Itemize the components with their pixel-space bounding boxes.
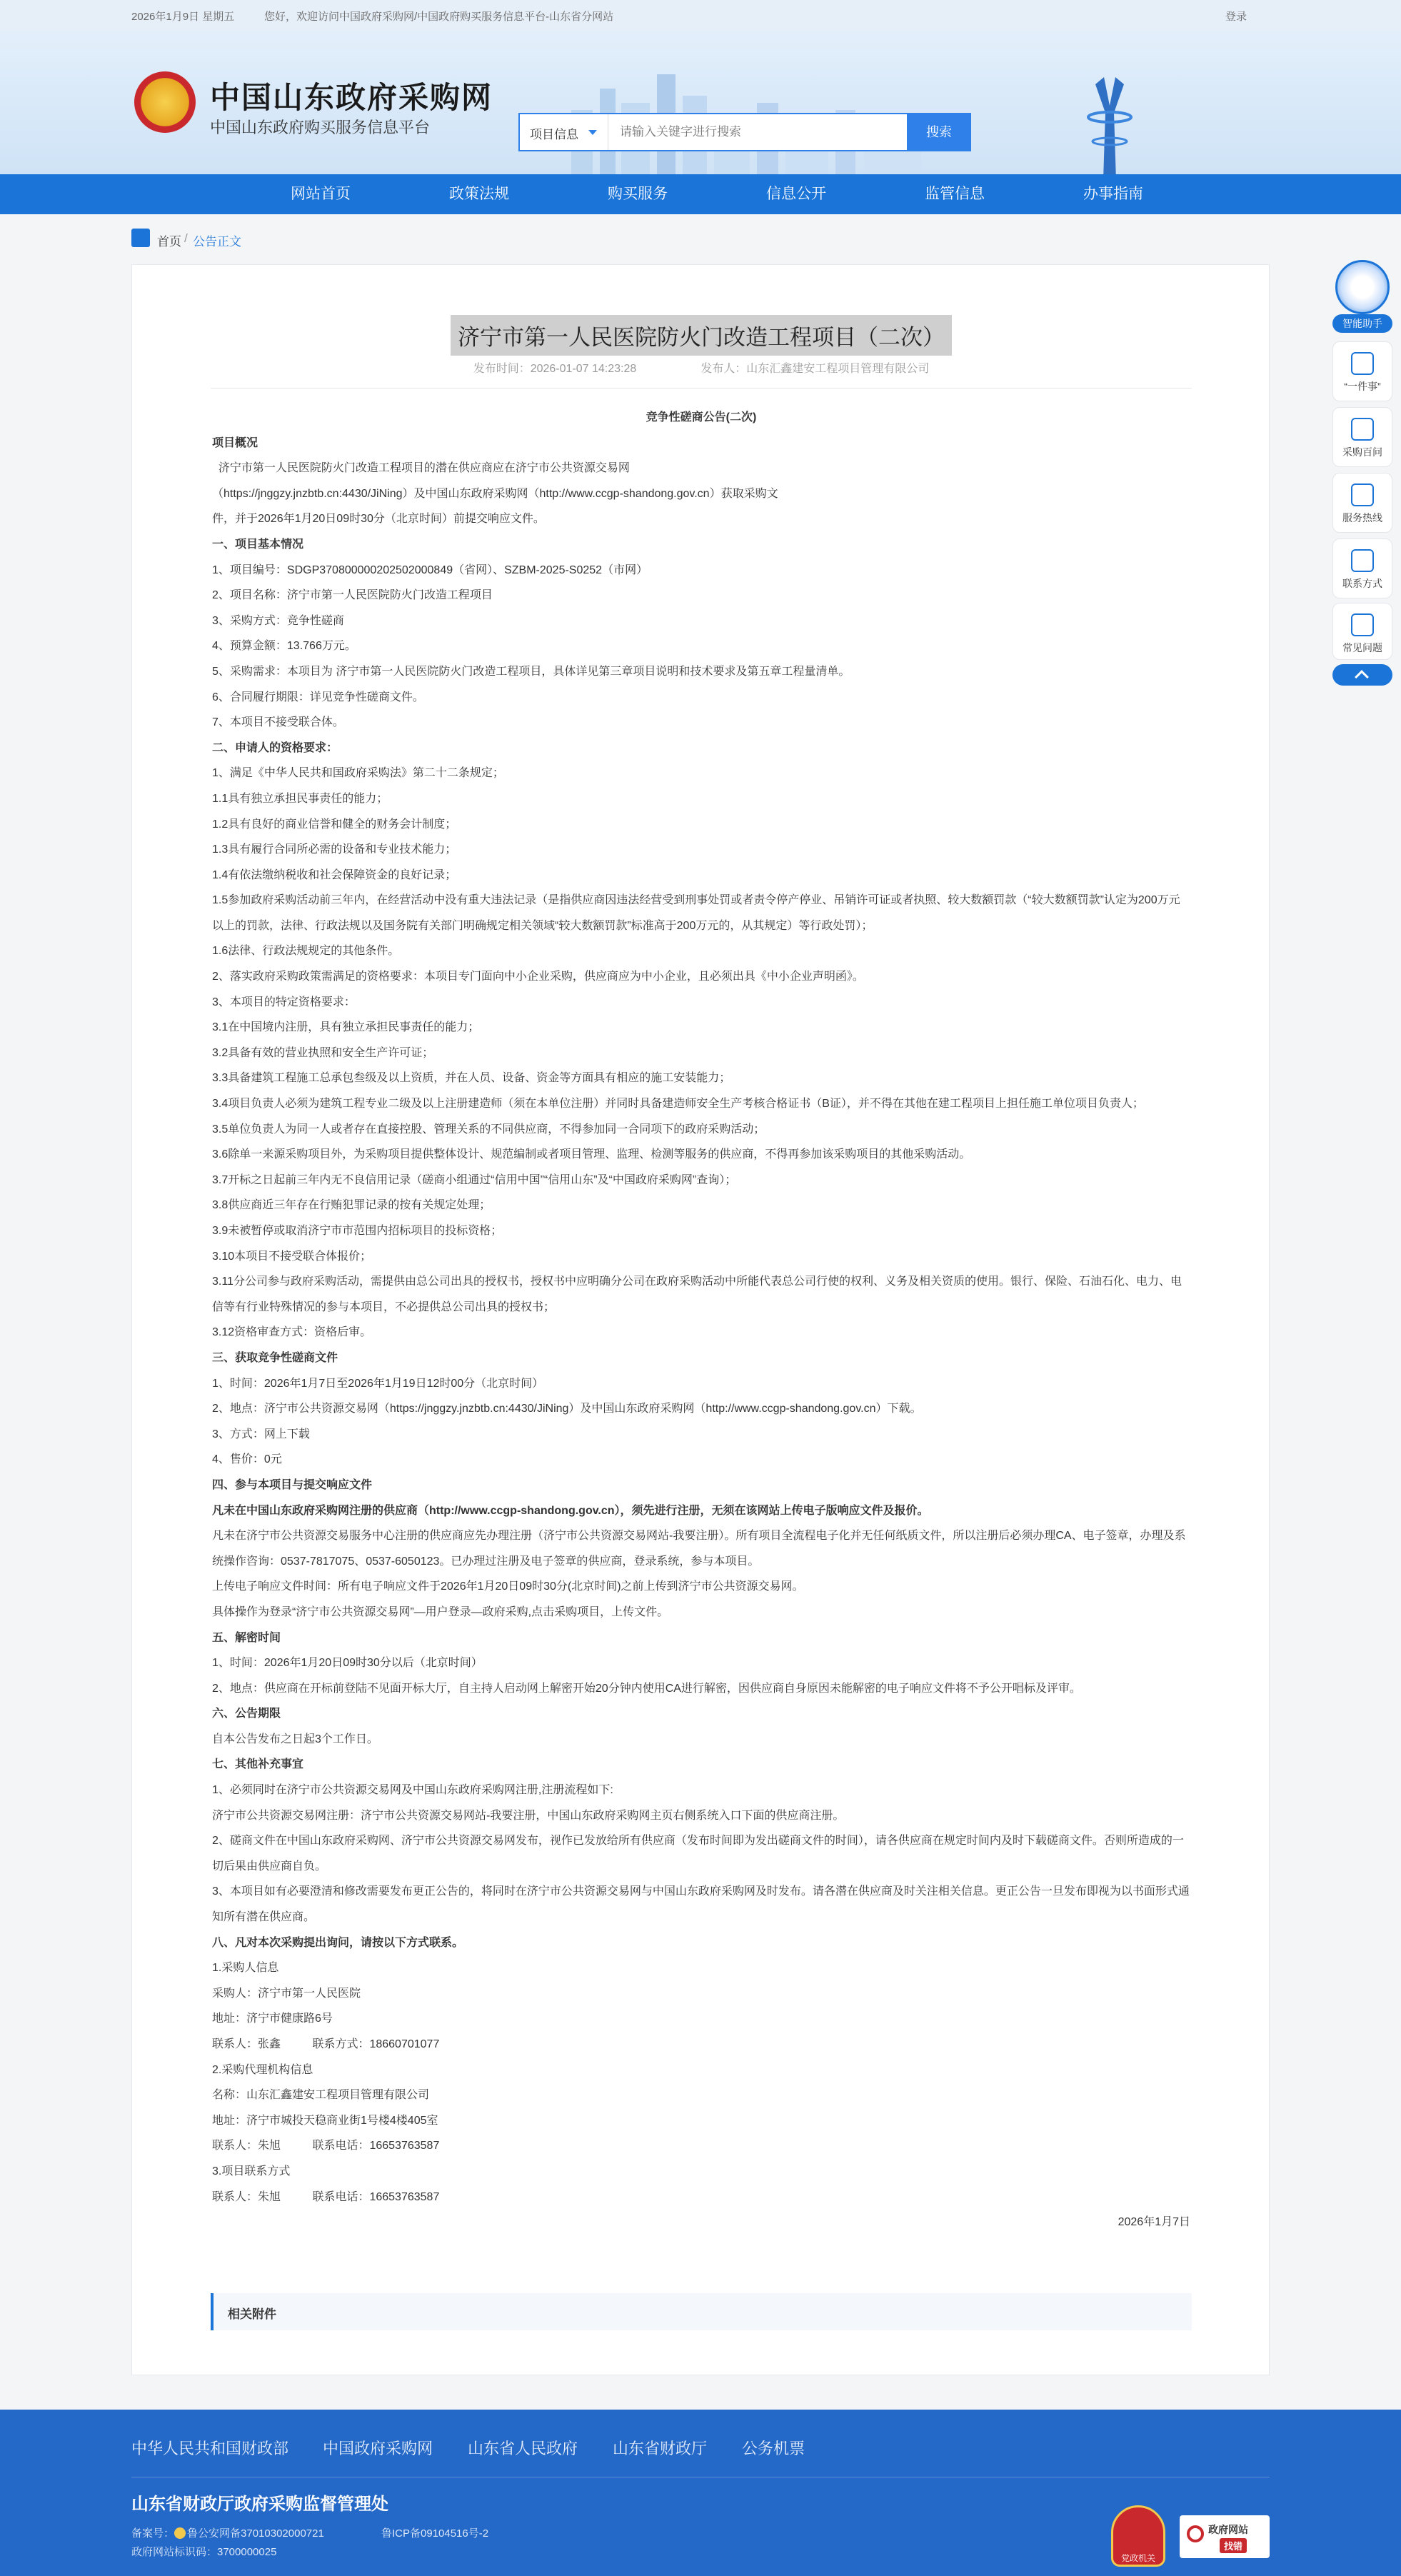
article-paragraph: 联系人：张鑫 联系方式：18660701077: [212, 2038, 440, 2050]
footer-link-mof[interactable]: 中华人民共和国财政部: [131, 2440, 289, 2457]
article-paragraph: 竞争性磋商公告(二次): [646, 411, 757, 424]
publisher: 山东汇鑫建安工程项目管理有限公司: [746, 363, 930, 375]
article-paragraph: 2026年1月7日: [1118, 2216, 1190, 2229]
article-paragraph: 1.6法律、行政法规规定的其他条件。: [212, 945, 400, 958]
article-paragraph: 3.项目联系方式: [212, 2165, 291, 2177]
article-paragraph: 3.10本项目不接受联合体报价；: [212, 1250, 372, 1263]
side-contact-label: 联系方式: [1342, 578, 1382, 589]
icp-record[interactable]: 鲁ICP备09104516号-2: [381, 2527, 489, 2540]
ai-assistant-button[interactable]: [1332, 260, 1392, 334]
chevron-down-icon: [588, 130, 597, 135]
chevron-up-icon: [1355, 670, 1369, 684]
article-paragraph: 3、本项目的特定资格要求：: [212, 996, 356, 1008]
article-paragraph: 二、申请人的资格要求：: [212, 741, 338, 754]
article-paragraph: 2.采购代理机构信息: [212, 2063, 313, 2076]
record-label: 备案号：: [131, 2527, 175, 2540]
article-paragraph: 1、项目编号：SDGP370800000202502000849（省网）、SZBM-2025-S0252（市网）: [212, 563, 648, 576]
article-paragraph: 1、必须同时在济宁市公共资源交易网及中国山东政府采购网注册,注册流程如下:: [212, 1784, 613, 1797]
article-paragraph: 件，并于2026年1月20日09时30分（北京时间）前提交响应文件。: [212, 513, 545, 526]
breadcrumb-separator: /: [184, 231, 188, 245]
article-paragraph: 1.2具有良好的商业信誉和健全的财务会计制度；: [212, 818, 457, 831]
ai-assistant-label: 智能助手: [1332, 314, 1392, 333]
current-date: 2026年1月9日 星期五: [131, 11, 235, 23]
article-paragraph: 项目概况: [212, 436, 258, 449]
article-paragraph: 1.3具有履行合同所必需的设备和专业技术能力；: [212, 843, 457, 856]
article-paragraph: 采购人：济宁市第一人民医院: [212, 1987, 361, 2000]
welcome-text: 您好，欢迎访问中国政府采购网/中国政府购买服务信息平台-山东省分网站: [264, 11, 614, 23]
back-to-top-button[interactable]: [1332, 664, 1392, 686]
article-paragraph: 1、满足《中华人民共和国政府采购法》第二十二条规定；: [212, 767, 504, 780]
article-paragraph: 2、地点：供应商在开标前登陆不见面开标大厅，自主持人启动网上解密开始20分钟内使用CA进行解密，因供应商自身原因未能解密的电子响应文件将不予公开唱标及评审。: [212, 1682, 1081, 1695]
article-paragraph: 三、获取竞争性磋商文件: [212, 1351, 338, 1364]
article-paragraph: 4、预算金额：13.766万元。: [212, 640, 356, 653]
article-paragraph: 1、时间：2026年1月20日09时30分以后（北京时间）: [212, 1657, 483, 1670]
attachments-label: 相关附件: [228, 2307, 276, 2321]
side-hotline[interactable]: [1332, 473, 1392, 533]
contact-card-icon: [1351, 549, 1374, 572]
site-subtitle: 中国山东政府购买服务信息平台: [210, 119, 431, 136]
nav-purchase-service[interactable]: 购买服务: [608, 186, 668, 202]
article-paragraph: 地址：济宁市健康路6号: [212, 2013, 333, 2025]
article-paragraph: 3、采购方式：竞争性磋商: [212, 614, 344, 627]
article-paragraph: 7、本项目不接受联合体。: [212, 716, 344, 729]
breadcrumb-current: 公告正文: [193, 235, 241, 249]
report-error-line1: 政府网站: [1208, 2524, 1248, 2535]
article-meta: [132, 359, 1270, 376]
side-common-questions-label: 常见问题: [1342, 642, 1382, 653]
landmark-tower-decoration: [1081, 70, 1138, 174]
main-nav: [0, 174, 1401, 214]
article-paragraph: 3.7开标之日起前三年内无不良信用记录（磋商小组通过“信用中国”“信用山东”及“中国政府采购网”查询）；: [212, 1173, 737, 1186]
article-paragraph: 一、项目基本情况: [212, 538, 304, 551]
site-header: [0, 30, 1401, 174]
side-faq-100[interactable]: [1332, 407, 1392, 467]
document-icon: [1351, 418, 1374, 441]
side-common-questions[interactable]: [1332, 603, 1392, 660]
police-record: [131, 2525, 324, 2540]
breadcrumb-home[interactable]: 首页: [157, 235, 181, 249]
article-paragraph: 2、磋商文件在中国山东政府采购网、济宁市公共资源交易网发布，视作已发放给所有供应商（发布时间即为发出磋商文件的时间），请各供应商在规定时间内及时下载磋商文件。否则所造成的一切后果由供应商自负。: [212, 1835, 1184, 1873]
article-paragraph: 八、凡对本次采购提出询问，请按以下方式联系。: [212, 1936, 464, 1949]
article-paragraph: 1.采购人信息: [212, 1962, 279, 1975]
article-paragraph: 1、时间：2026年1月7日至2026年1月19日12时00分（北京时间）: [212, 1377, 544, 1390]
article-paragraph: 五、解密时间: [212, 1631, 281, 1644]
article-paragraph: 6、合同履行期限：详见竞争性磋商文件。: [212, 691, 424, 703]
publish-time: 2026-01-07 14:23:28: [530, 363, 637, 375]
nav-supervision[interactable]: 监管信息: [925, 186, 985, 202]
article-paragraph: 自本公告发布之日起3个工作日。: [212, 1733, 378, 1745]
search-button[interactable]: 搜索: [907, 113, 971, 151]
report-error-line2: 找错: [1220, 2538, 1247, 2553]
article-paragraph: 六、公告期限: [212, 1708, 281, 1720]
article-paragraph: 3、方式：网上下载: [212, 1428, 310, 1440]
police-badge-icon: [174, 2527, 186, 2539]
phone-icon: [1351, 483, 1374, 506]
article-paragraph: 5、采购需求：本项目为 济宁市第一人民医院防火门改造工程项目，具体详见第三章项目说明和技术要求及第五章工程量清单。: [212, 665, 850, 678]
side-contact[interactable]: [1332, 538, 1392, 598]
article-paragraph: 联系人：朱旭 联系电话：16653763587: [212, 2140, 440, 2152]
nav-home[interactable]: 网站首页: [291, 186, 351, 202]
site-title: 中国山东政府采购网: [210, 81, 493, 114]
search-category-select[interactable]: [520, 114, 608, 150]
article-paragraph: 凡未在中国山东政府采购网注册的供应商（http://www.ccgp-shandong.gov.cn），须先进行注册，无须在该网站上传电子版响应文件及报价。: [212, 1504, 929, 1517]
side-faq-100-label: 采购百问: [1342, 446, 1382, 458]
article-body: [212, 405, 1190, 2235]
article-paragraph: 济宁市第一人民医院防火门改造工程项目的潜在供应商应在济宁市公共资源交易网: [212, 462, 630, 475]
side-one-thing-label: “一件事”: [1344, 381, 1381, 392]
search-category-label: 项目信息: [530, 128, 578, 141]
article-title-wrap: [132, 315, 1270, 356]
side-hotline-label: 服务热线: [1342, 512, 1382, 523]
footer-link-air-ticket[interactable]: 公务机票: [742, 2440, 805, 2457]
article-paragraph: 2、项目名称：济宁市第一人民医院防火门改造工程项目: [212, 589, 493, 602]
article-paragraph: 3.2具备有效的营业执照和安全生产许可证；: [212, 1046, 434, 1059]
article-paragraph: 联系人：朱旭 联系电话：16653763587: [212, 2190, 440, 2203]
article-paragraph: 1.1具有独立承担民事责任的能力；: [212, 792, 388, 805]
article-paragraph: 名称：山东汇鑫建安工程项目管理有限公司: [212, 2089, 430, 2102]
article-paragraph: 3.9未被暂停或取消济宁市市范围内招标项目的投标资格；: [212, 1225, 503, 1237]
question-icon: [1351, 613, 1374, 636]
article-paragraph: 地址：济宁市城投天稳商业街1号楼4楼405室: [212, 2114, 438, 2127]
article-paragraph: 3.12资格审查方式：资格后审。: [212, 1326, 372, 1339]
article-paragraph: 济宁市公共资源交易网注册：济宁市公共资源交易网站-我要注册，中国山东政府采购网主页右侧系统入口下面的供应商注册。: [212, 1809, 845, 1822]
home-icon[interactable]: [131, 229, 150, 247]
nav-policy[interactable]: 政策法规: [449, 186, 509, 202]
article-paragraph: 3.1在中国境内注册，具有独立承担民事责任的能力；: [212, 1021, 480, 1034]
article-paragraph: 3.8供应商近三年存在行贿犯罪记录的按有关规定处理；: [212, 1199, 491, 1212]
article-paragraph: 4、售价：0元: [212, 1453, 282, 1466]
article-paragraph: 具体操作为登录“济宁市公共资源交易网”—用户登录—政府采购,点击采购项目，上传文件。: [212, 1605, 669, 1618]
report-error-badge[interactable]: [1180, 2515, 1270, 2558]
title-divider: [211, 388, 1192, 389]
footer-link-sd-finance[interactable]: 山东省财政厅: [613, 2440, 708, 2457]
publish-time-label: 发布时间：: [473, 363, 531, 375]
article-paragraph: 2、落实政府采购政策需满足的资格要求：本项目专门面向中小企业采购，供应商应为中小企业，且必须出具《中小企业声明函》。: [212, 971, 864, 983]
attachments-section: [211, 2293, 1192, 2330]
article-paragraph: 3、本项目如有必要澄清和修改需要发布更正公告的，将同时在济宁市公共资源交易网与中国山东政府采购网及时发布。请各潜在供应商及时关注相关信息。更正公告一旦发布即视为以书面形式通知所有潜在供应商。: [212, 1885, 1190, 1924]
article-paragraph: 1.4有依法缴纳税收和社会保障资金的良好记录；: [212, 868, 457, 881]
article-paragraph: 凡未在济宁市公共资源交易服务中心注册的供应商应先办理注册（济宁市公共资源交易网站-我要注册）。所有项目全流程电子化并无任何纸质文件，所以注册后必须办理CA、电子签章，办理及系统操作咨询：0537-7817075、0537-6050123。已办理过注册及电子签章的供应商，登录系统，参与本项目。: [212, 1530, 1186, 1568]
article-paragraph: 3.4项目负责人必须为建筑工程专业二级及以上注册建造师（须在本单位注册）并同时具备建造师安全生产考核合格证书（B证），并不得在其他在建工程项目上担任施工单位项目负责人；: [212, 1098, 1144, 1111]
article-paragraph: 3.6除单一来源采购项目外，为采购项目提供整体设计、规范编制或者项目管理、监理、检测等服务的供应商，不得再参加该采购项目的其他采购活动。: [212, 1148, 971, 1161]
article-paragraph: （https://jnggzy.jnzbtb.cn:4430/JiNing）及中国山东政府采购网（http://www.ccgp-shandong.gov.cn）获取采购文: [212, 487, 778, 500]
site-footer: [0, 2410, 1401, 2576]
party-gov-badge[interactable]: [1111, 2505, 1165, 2567]
footer-link-ccgp[interactable]: 中国政府采购网: [323, 2440, 433, 2457]
article-paragraph: 七、其他补充事宜: [212, 1758, 304, 1771]
magnifier-icon: [1187, 2525, 1204, 2542]
site-identifier: 政府网站标识码：3700000025: [131, 2546, 277, 2558]
search-input[interactable]: [620, 120, 848, 144]
top-bar: [0, 0, 1401, 30]
police-record-number[interactable]: 鲁公安网备37010302000721: [187, 2527, 324, 2540]
article-title: 济宁市第一人民医院防火门改造工程项目（二次）: [451, 315, 952, 356]
article-paragraph: 3.3具备建筑工程施工总承包叁级及以上资质，并在人员、设备、资金等方面具有相应的施工安装能力；: [212, 1072, 731, 1085]
article-paragraph: 上传电子响应文件时间：所有电子响应文件于2026年1月20日09时30分(北京时间)之前上传到济宁市公共资源交易网。: [212, 1580, 804, 1593]
footer-org: 山东省财政厅政府采购监督管理处: [131, 2495, 388, 2514]
article-paragraph: 3.11分公司参与政府采购活动，需提供由总公司出具的授权书，授权书中应明确分公司在政府采购活动中所能代表总公司行使的权利、义务及相关资质的使用。银行、保险、石油石化、电力、电信等有行业特殊情况的参与本项目，不必提供总公司出具的授权书；: [212, 1276, 1182, 1313]
footer-link-sd-gov[interactable]: 山东省人民政府: [468, 2440, 578, 2457]
party-gov-badge-label: 党政机关: [1120, 2553, 1155, 2563]
article-paragraph: 2、地点：济宁市公共资源交易网（https://jnggzy.jnzbtb.cn:4430/JiNing）及中国山东政府采购网（http://www.ccgp-shandong.gov.cn）下载。: [212, 1403, 922, 1415]
login-link[interactable]: 登录: [1225, 11, 1247, 23]
search-box: [518, 113, 971, 151]
article-card: [131, 264, 1270, 2375]
article-paragraph: 四、参与本项目与提交响应文件: [212, 1478, 373, 1491]
article-paragraph: 3.5单位负责人为同一人或者存在直接控股、管理关系的不同供应商，不得参加同一合同项下的政府采购活动；: [212, 1123, 765, 1136]
article-paragraph: 1.5参加政府采购活动前三年内，在经营活动中没有重大违法记录（是指供应商因违法经营受到刑事处罚或者责令停产停业、吊销许可证或者执照、较大数额罚款（“较大数额罚款”认定为200万元以上的罚款，法律、行政法规以及国务院有关部门明确规定相关领域“较大数额罚款”标准高于200万元的，从其规定）等行政处罚）；: [212, 894, 1180, 932]
publisher-label: 发布人：: [700, 363, 747, 375]
play-icon: [1351, 352, 1374, 375]
nav-guide[interactable]: 办事指南: [1083, 186, 1143, 202]
side-one-thing[interactable]: [1332, 341, 1392, 401]
national-emblem-logo: [134, 71, 196, 133]
robot-icon: [1335, 260, 1390, 314]
nav-info-disclosure[interactable]: 信息公开: [766, 186, 826, 202]
